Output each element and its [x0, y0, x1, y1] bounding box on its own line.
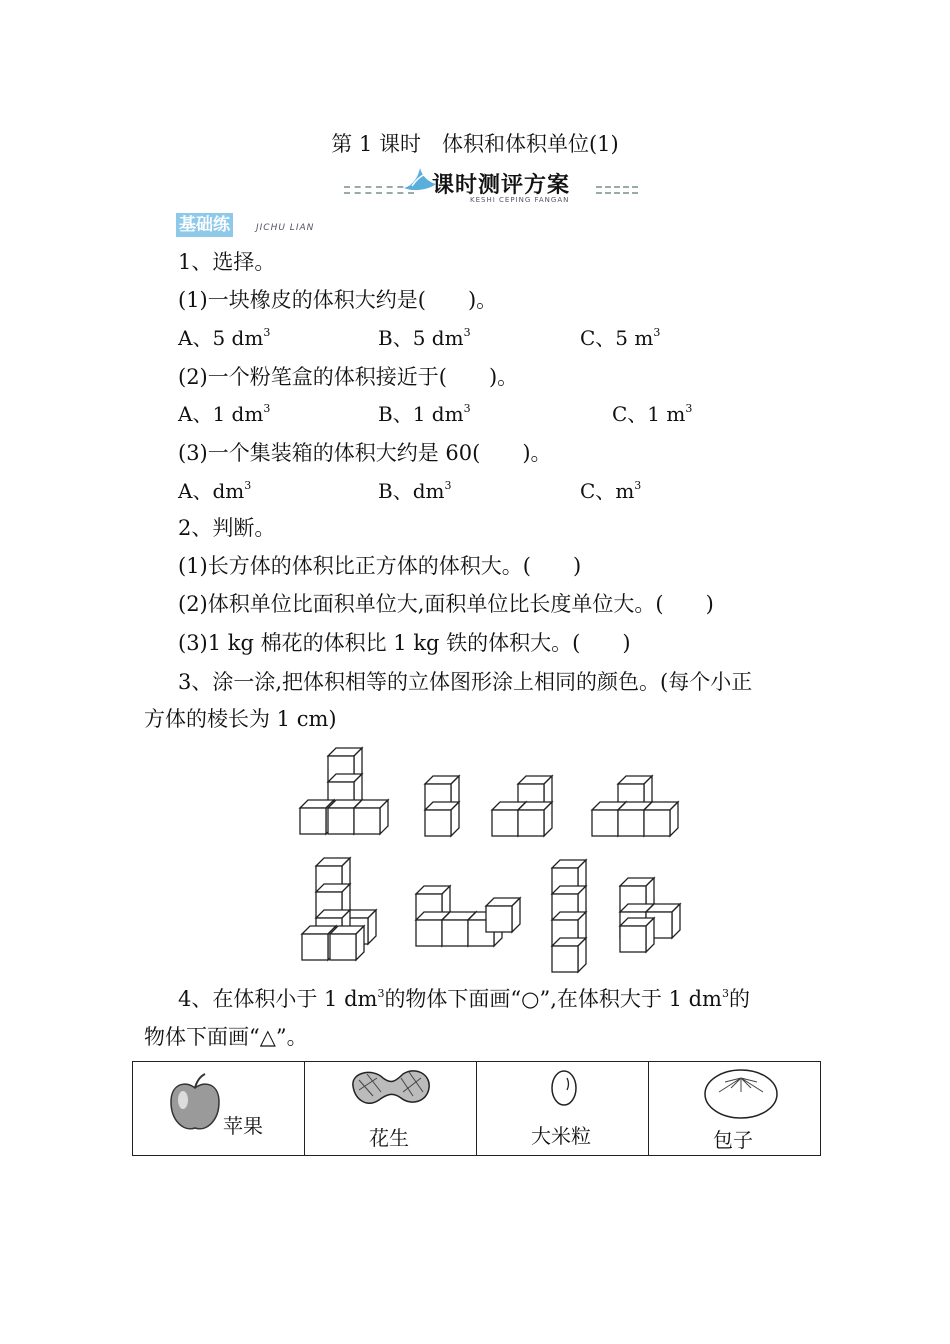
objects-table — [132, 1061, 821, 1156]
table-cell-bun — [649, 1062, 820, 1155]
q2-item-1: (1)长方体的体积比正方体的体积大。( ) — [178, 554, 582, 578]
q1-1-option-a: A、5 $dm^3$ — [178, 326, 271, 350]
figure-8 — [620, 878, 680, 952]
q3-line-1: 3、涂一涂,把体积相等的立体图形涂上相同的颜色。(每个小正 — [178, 670, 753, 694]
banner-subtitle: KESHI CEPING FANGAN — [470, 196, 570, 204]
table-cell-peanut — [305, 1062, 477, 1155]
rice-grain-icon — [549, 1068, 579, 1108]
figure-1 — [300, 748, 388, 834]
table-cell-apple — [133, 1062, 305, 1155]
figure-7 — [552, 860, 586, 972]
q2-item-3: (3)1 kg 棉花的体积比 1 kg 铁的体积大。( ) — [178, 631, 631, 655]
apple-icon — [167, 1072, 223, 1136]
table-cell-rice — [477, 1062, 649, 1155]
q1-3-option-b: B、$dm^3$ — [378, 479, 452, 503]
figure-3 — [492, 776, 552, 836]
q2-item-2: (2)体积单位比面积单位大,面积单位比长度单位大。( ) — [178, 592, 714, 616]
steamed-bun-icon — [701, 1066, 781, 1120]
q1-2-option-b: B、1 $dm^3$ — [378, 402, 471, 426]
q1-heading: 1、选择。 — [178, 250, 276, 274]
banner-title: 课时测评方案 — [432, 173, 571, 198]
q2-heading: 2、判断。 — [178, 516, 276, 540]
item-label-rice: 大米粒 — [531, 1124, 591, 1148]
figure-6 — [416, 886, 520, 946]
q3-line-2: 方体的棱长为 1 cm) — [144, 707, 337, 731]
cube-figures — [290, 740, 700, 980]
item-label-apple: 苹果 — [223, 1114, 263, 1138]
item-label-bun: 包子 — [713, 1128, 753, 1152]
q1-2-stem: (2)一个粉笔盒的体积接近于( )。 — [178, 365, 519, 389]
peanut-icon — [347, 1066, 433, 1108]
section-tag — [176, 213, 315, 237]
q1-1-option-b: B、5 $dm^3$ — [378, 326, 471, 350]
page-title: 第 1 课时 体积和体积单位(1) — [331, 132, 619, 156]
q1-1-option-c: C、5 $m^3$ — [580, 326, 661, 350]
q1-3-option-c: C、$m^3$ — [580, 479, 642, 503]
section-pinyin: JICHU LIAN — [256, 223, 315, 233]
figure-4 — [592, 776, 678, 836]
q4-line-2: 物体下面画“△”。 — [144, 1025, 308, 1049]
banner-divider-right — [596, 186, 638, 194]
q1-3-stem: (3)一个集装箱的体积大约是 60( )。 — [178, 441, 552, 465]
q1-3-option-a: A、$dm^3$ — [178, 479, 252, 503]
q1-2-option-a: A、1 $dm^3$ — [178, 402, 271, 426]
q4-line-1: 4、在体积小于 1 $dm^3$的物体下面画“○”,在体积大于 1 $dm^3$的 — [178, 987, 750, 1011]
q1-1-stem: (1)一块橡皮的体积大约是( )。 — [178, 288, 498, 312]
figure-5 — [302, 858, 376, 960]
q1-2-option-c: C、1 $m^3$ — [612, 402, 693, 426]
figure-2 — [425, 776, 459, 836]
lesson-banner — [340, 162, 640, 206]
item-label-peanut: 花生 — [369, 1126, 409, 1150]
section-label: 基础练 — [176, 213, 233, 237]
